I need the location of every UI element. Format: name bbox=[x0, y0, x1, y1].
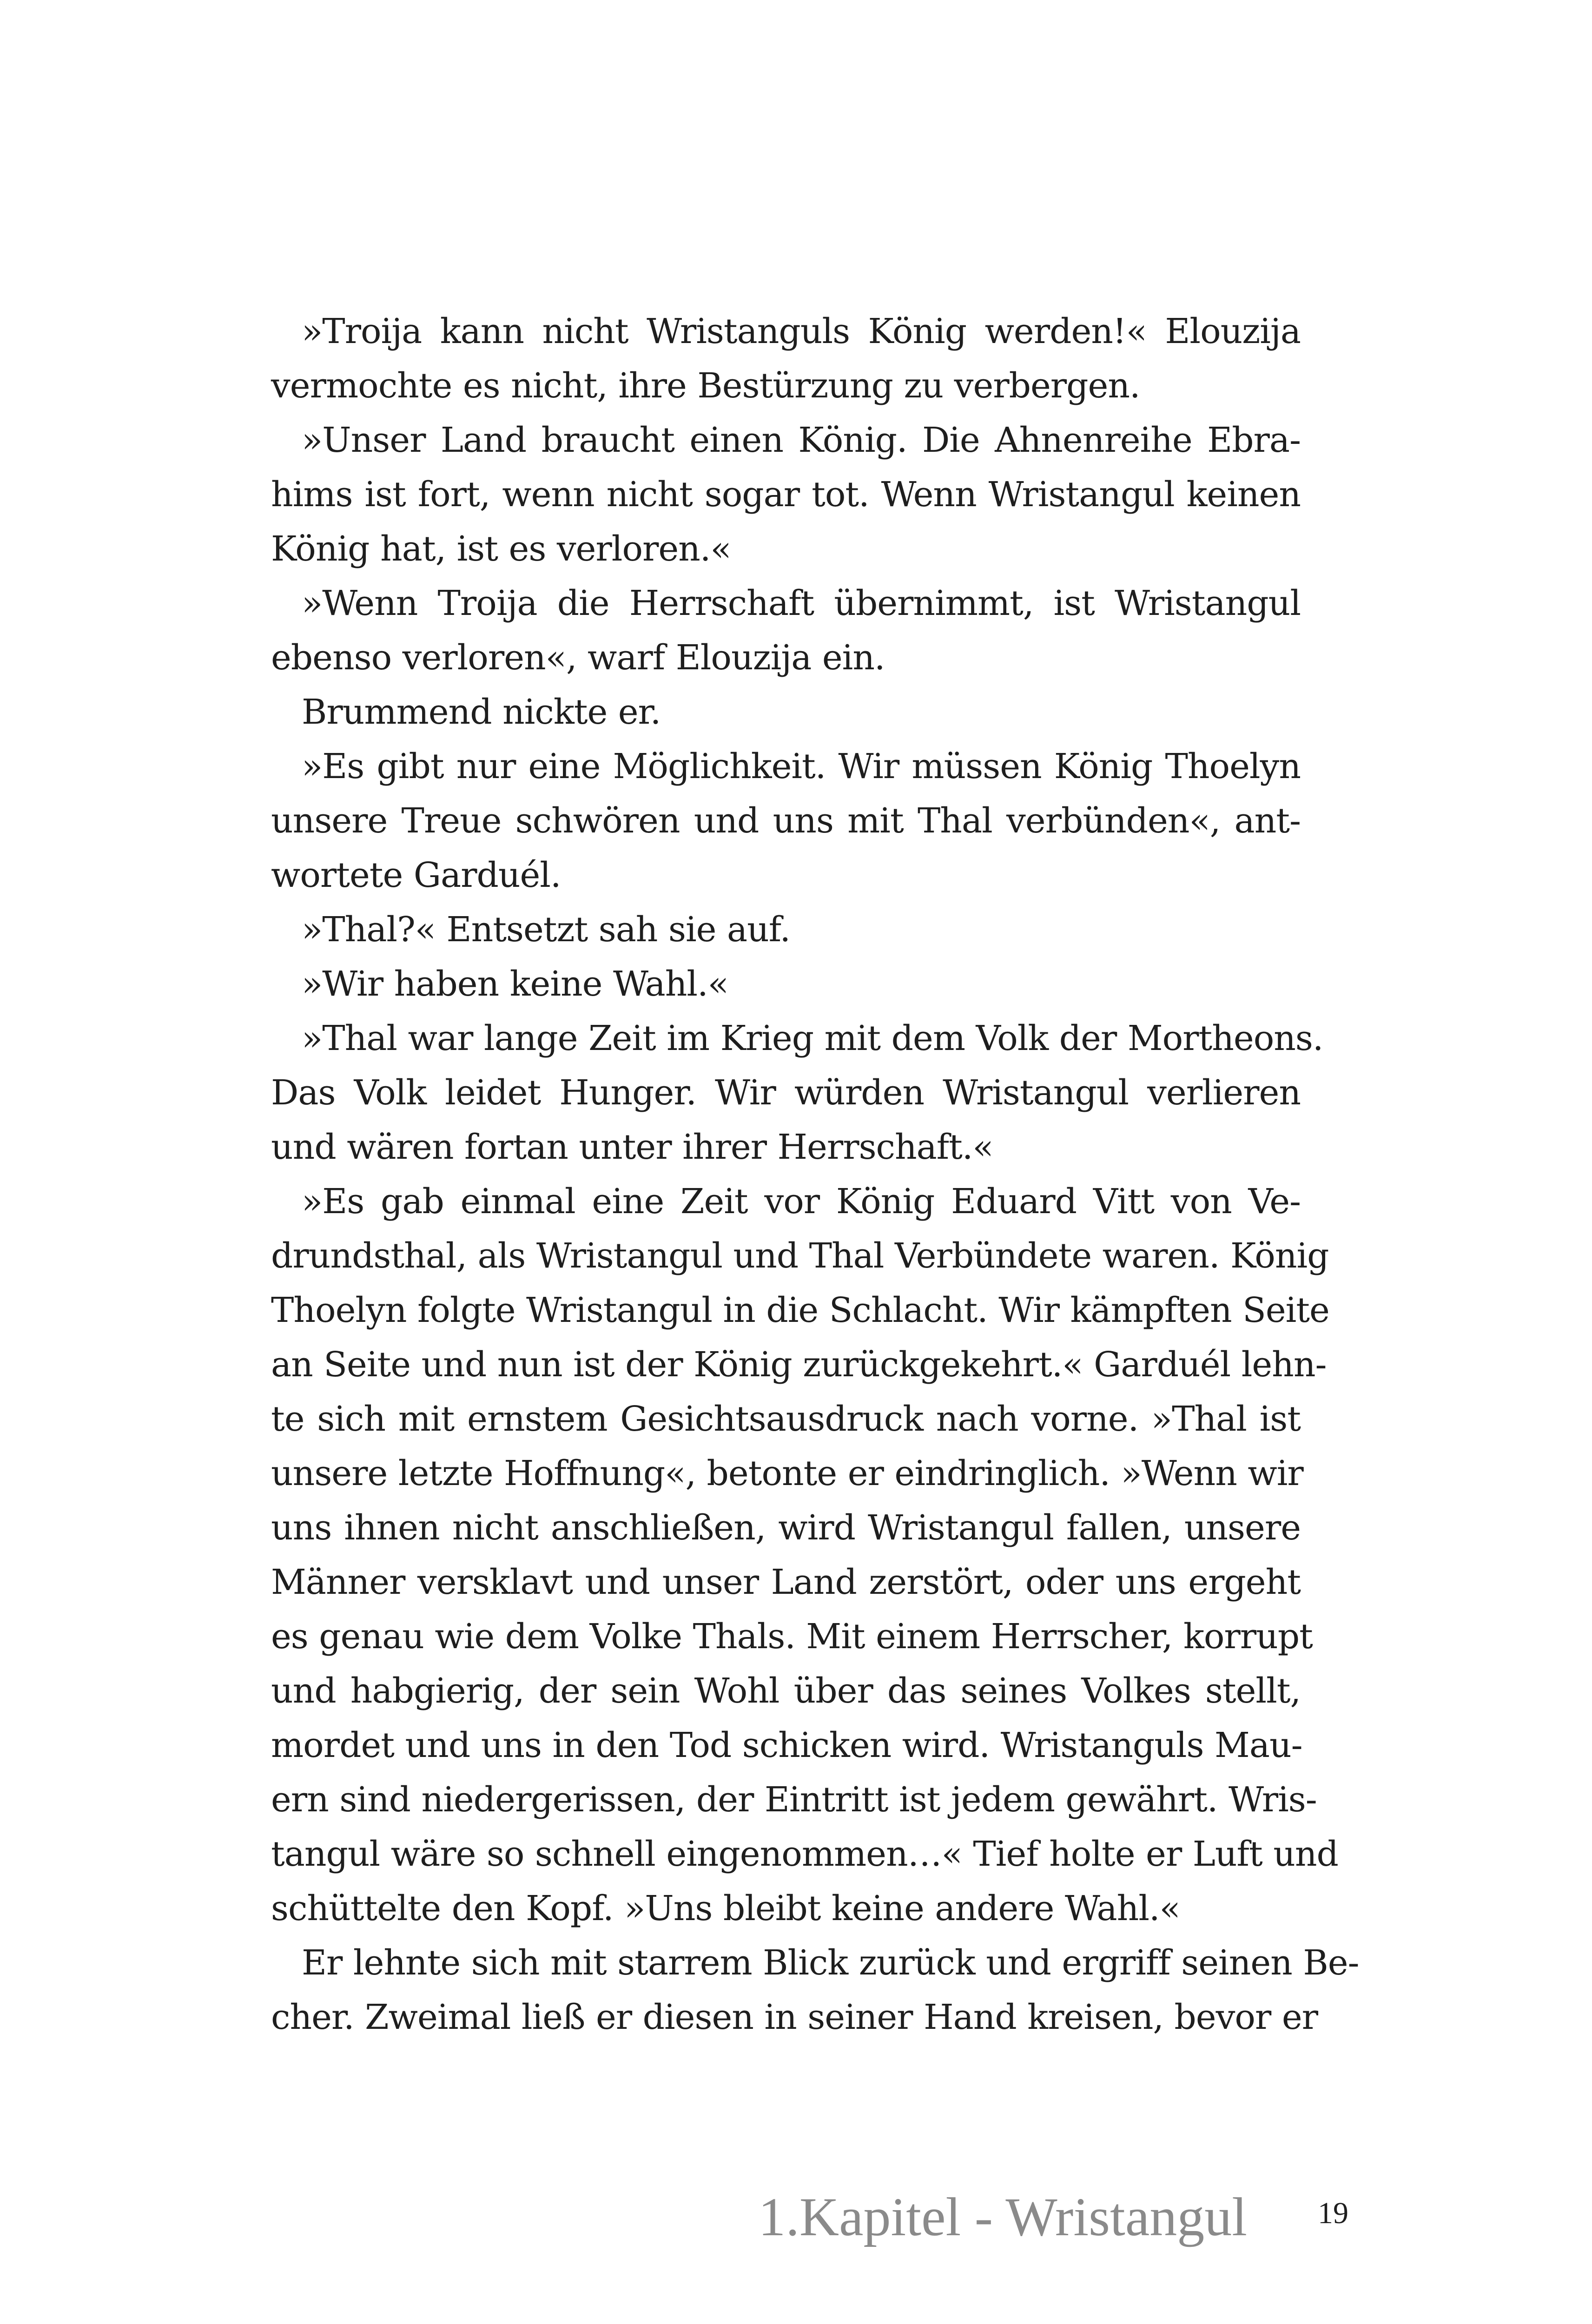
text-line: »Thal?« Entsetzt sah sie auf. bbox=[302, 910, 790, 950]
text-line: »Es gab einmal eine Zeit vor König Eduard Vitt von Ve- bbox=[302, 1182, 1301, 1221]
text-line: ern sind niedergerissen, der Eintritt ist jedem gewährt. Wris- bbox=[271, 1780, 1317, 1820]
text-line: schüttelte den Kopf. »Uns bleibt keine andere Wahl.« bbox=[271, 1888, 1180, 1928]
text-line: Männer versklavt und unser Land zerstört, oder uns ergeht bbox=[271, 1562, 1301, 1602]
text-line: Er lehnte sich mit starrem Blick zurück und ergriff seinen Be- bbox=[302, 1943, 1359, 1983]
text-line: »Wir haben keine Wahl.« bbox=[302, 964, 728, 1004]
text-line: Das Volk leidet Hunger. Wir würden Wristangul verlieren bbox=[271, 1073, 1301, 1113]
text-line: und habgierig, der sein Wohl über das seines Volkes stellt, bbox=[271, 1671, 1301, 1711]
text-line: »Unser Land braucht einen König. Die Ahnenreihe Ebra- bbox=[302, 420, 1301, 460]
text-line: und wären fortan unter ihrer Herrschaft.« bbox=[271, 1127, 993, 1167]
text-line: vermochte es nicht, ihre Bestürzung zu verbergen. bbox=[271, 366, 1140, 406]
running-footer-chapter-title: 1.Kapitel - Wristangul bbox=[758, 2186, 1247, 2247]
text-line: an Seite und nun ist der König zurückgekehrt.« Garduél lehn- bbox=[271, 1345, 1327, 1385]
text-line: »Es gibt nur eine Möglichkeit. Wir müssen König Thoelyn bbox=[302, 746, 1301, 786]
text-line: cher. Zweimal ließ er diesen in seiner Hand kreisen, bevor er bbox=[271, 1997, 1318, 2037]
text-line: »Troija kann nicht Wristanguls König werden!« Elouzija bbox=[302, 311, 1301, 351]
text-line: drundsthal, als Wristangul und Thal Verbündete waren. König bbox=[271, 1236, 1329, 1276]
text-line: unsere letzte Hoffnung«, betonte er eindringlich. »Wenn wir bbox=[271, 1453, 1303, 1493]
text-line: Brummend nickte er. bbox=[302, 692, 661, 732]
text-line: te sich mit ernstem Gesichtsausdruck nach vorne. »Thal ist bbox=[271, 1399, 1301, 1439]
text-line: ebenso verloren«, warf Elouzija ein. bbox=[271, 638, 885, 678]
text-line: König hat, ist es verloren.« bbox=[271, 529, 731, 569]
text-line: hims ist fort, wenn nicht sogar tot. Wenn Wristangul keinen bbox=[271, 475, 1301, 515]
text-line: wortete Garduél. bbox=[271, 855, 561, 895]
text-line: Thoelyn folgte Wristangul in die Schlacht. Wir kämpften Seite bbox=[271, 1290, 1329, 1330]
page-number: 19 bbox=[1318, 2196, 1348, 2230]
text-line: unsere Treue schwören und uns mit Thal verbünden«, ant- bbox=[271, 801, 1301, 841]
text-line: »Wenn Troija die Herrschaft übernimmt, ist Wristangul bbox=[302, 583, 1301, 623]
text-line: »Thal war lange Zeit im Krieg mit dem Volk der Mortheons. bbox=[302, 1018, 1323, 1058]
text-line: uns ihnen nicht anschließen, wird Wristangul fallen, unsere bbox=[271, 1508, 1301, 1548]
body-text bbox=[271, 304, 1359, 2045]
text-line: es genau wie dem Volke Thals. Mit einem Herrscher, korrupt bbox=[271, 1617, 1313, 1657]
text-line: mordet und uns in den Tod schicken wird. Wristanguls Mau- bbox=[271, 1725, 1302, 1765]
text-line: tangul wäre so schnell eingenommen…« Tief holte er Luft und bbox=[271, 1834, 1338, 1874]
